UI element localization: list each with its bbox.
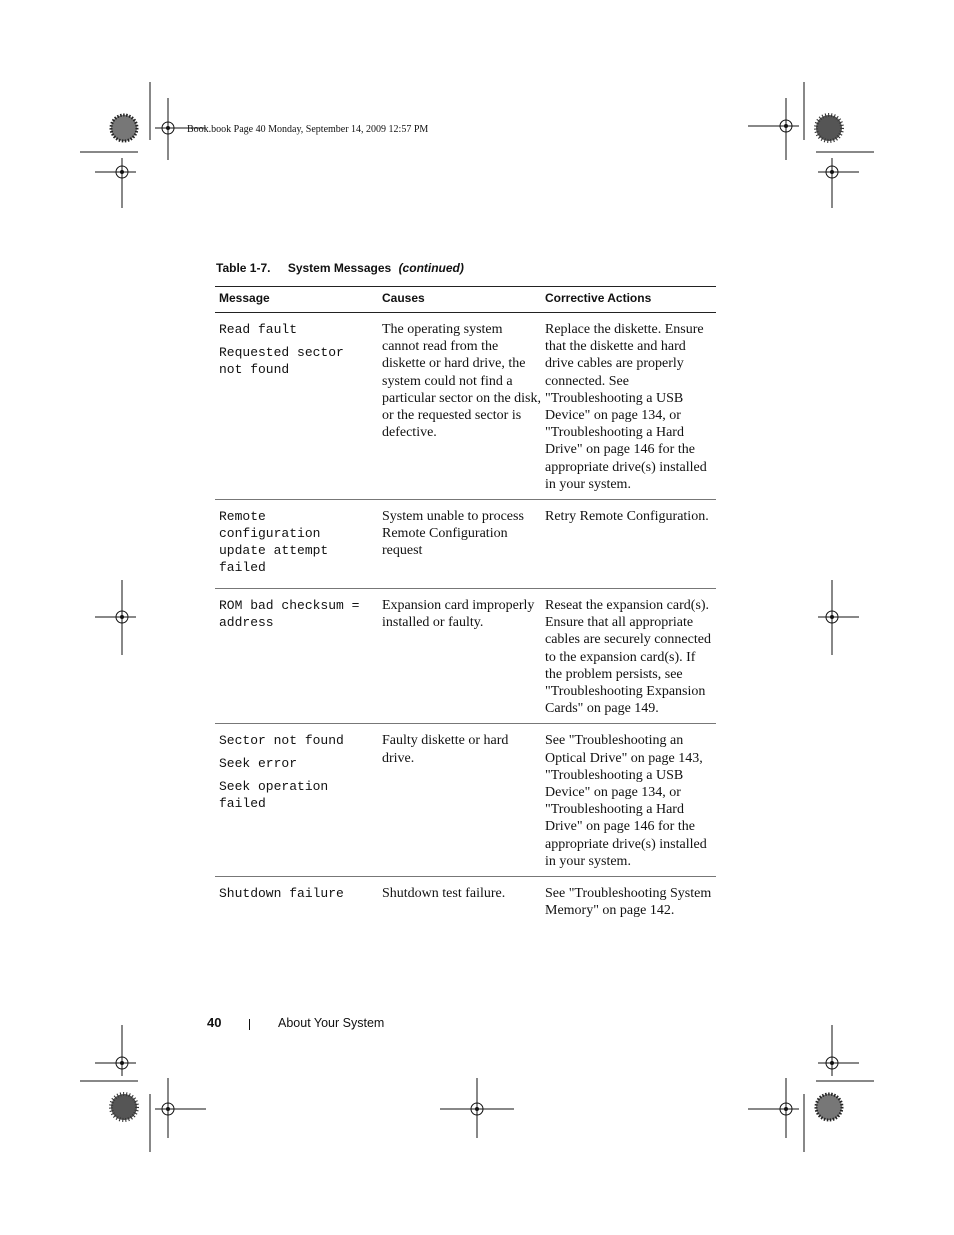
page-number: 40 [207,1015,222,1030]
print-slug: Book.book Page 40 Monday, September 14, 2009 12:57 PM [187,124,429,135]
header-causes: Causes [382,291,425,305]
actions-cell: See "Troubleshooting System Memory" on page 142. [545,886,712,919]
message-cell [215,500,378,588]
header-message: Message [219,291,270,305]
message-text: Sector not found [219,733,344,749]
table-row [215,500,716,589]
causes-cell: The operating system cannot read from the diskette or hard drive, the system could not find a particular sector on the disk, or the requested sector is defective. [382,322,542,441]
causes-cell: Faulty diskette or hard drive. [382,733,509,766]
table-caption-label: Table 1-7. [216,261,271,275]
actions-cell: Replace the diskette. Ensure that the diskette and hard drive cables are properly connected. See "Troubleshooting a USB Device" on page 134, or "Troubleshooting a Hard Drive" on page 146 for the appropriate drive(s) installed in your system. [545,322,707,492]
message-text: Seek operation failed [219,779,329,812]
causes-cell: Shutdown test failure. [382,886,506,902]
message-text: ROM bad checksum = address [219,598,360,631]
message-text: Remote configuration update attempt failed [219,509,329,576]
message-text: Requested sector not found [219,345,344,377]
message-text: Seek error [219,756,298,772]
header-corrective-actions: Corrective Actions [545,291,652,305]
table-caption [216,261,464,275]
actions-cell: See "Troubleshooting an Optical Drive" on page 143, "Troubleshooting a USB Device" on page 134, or "Troubleshooting a Hard Drive" on page 146 for the appropriate drive(s) installed in your system. [545,733,707,869]
message-text: Shutdown failure [219,886,344,902]
message-cell [215,313,378,499]
actions-cell: Reseat the expansion card(s). Ensure that all appropriate cables are securely connected to the expansion card(s). If the problem persists, see "Troubleshooting Expansion Cards" on page 149. [545,598,711,717]
causes-cell: Expansion card improperly installed or faulty. [382,598,535,631]
table-row [215,724,716,877]
message-cell [215,877,378,925]
section-title: About Your System [278,1016,385,1030]
causes-cell: System unable to process Remote Configuration request [382,509,524,559]
system-messages-table [215,286,716,925]
message-cell [215,724,378,876]
actions-cell: Retry Remote Configuration. [545,509,709,525]
message-cell [215,589,378,723]
table-row [215,589,716,724]
message-text: Read fault [219,322,298,337]
table-caption-title: System Messages [287,261,392,275]
table-header-row [215,287,716,313]
table-row [215,313,716,500]
table-caption-suffix: (continued) [398,261,464,275]
table-row [215,877,716,925]
footer-divider [249,1019,250,1030]
